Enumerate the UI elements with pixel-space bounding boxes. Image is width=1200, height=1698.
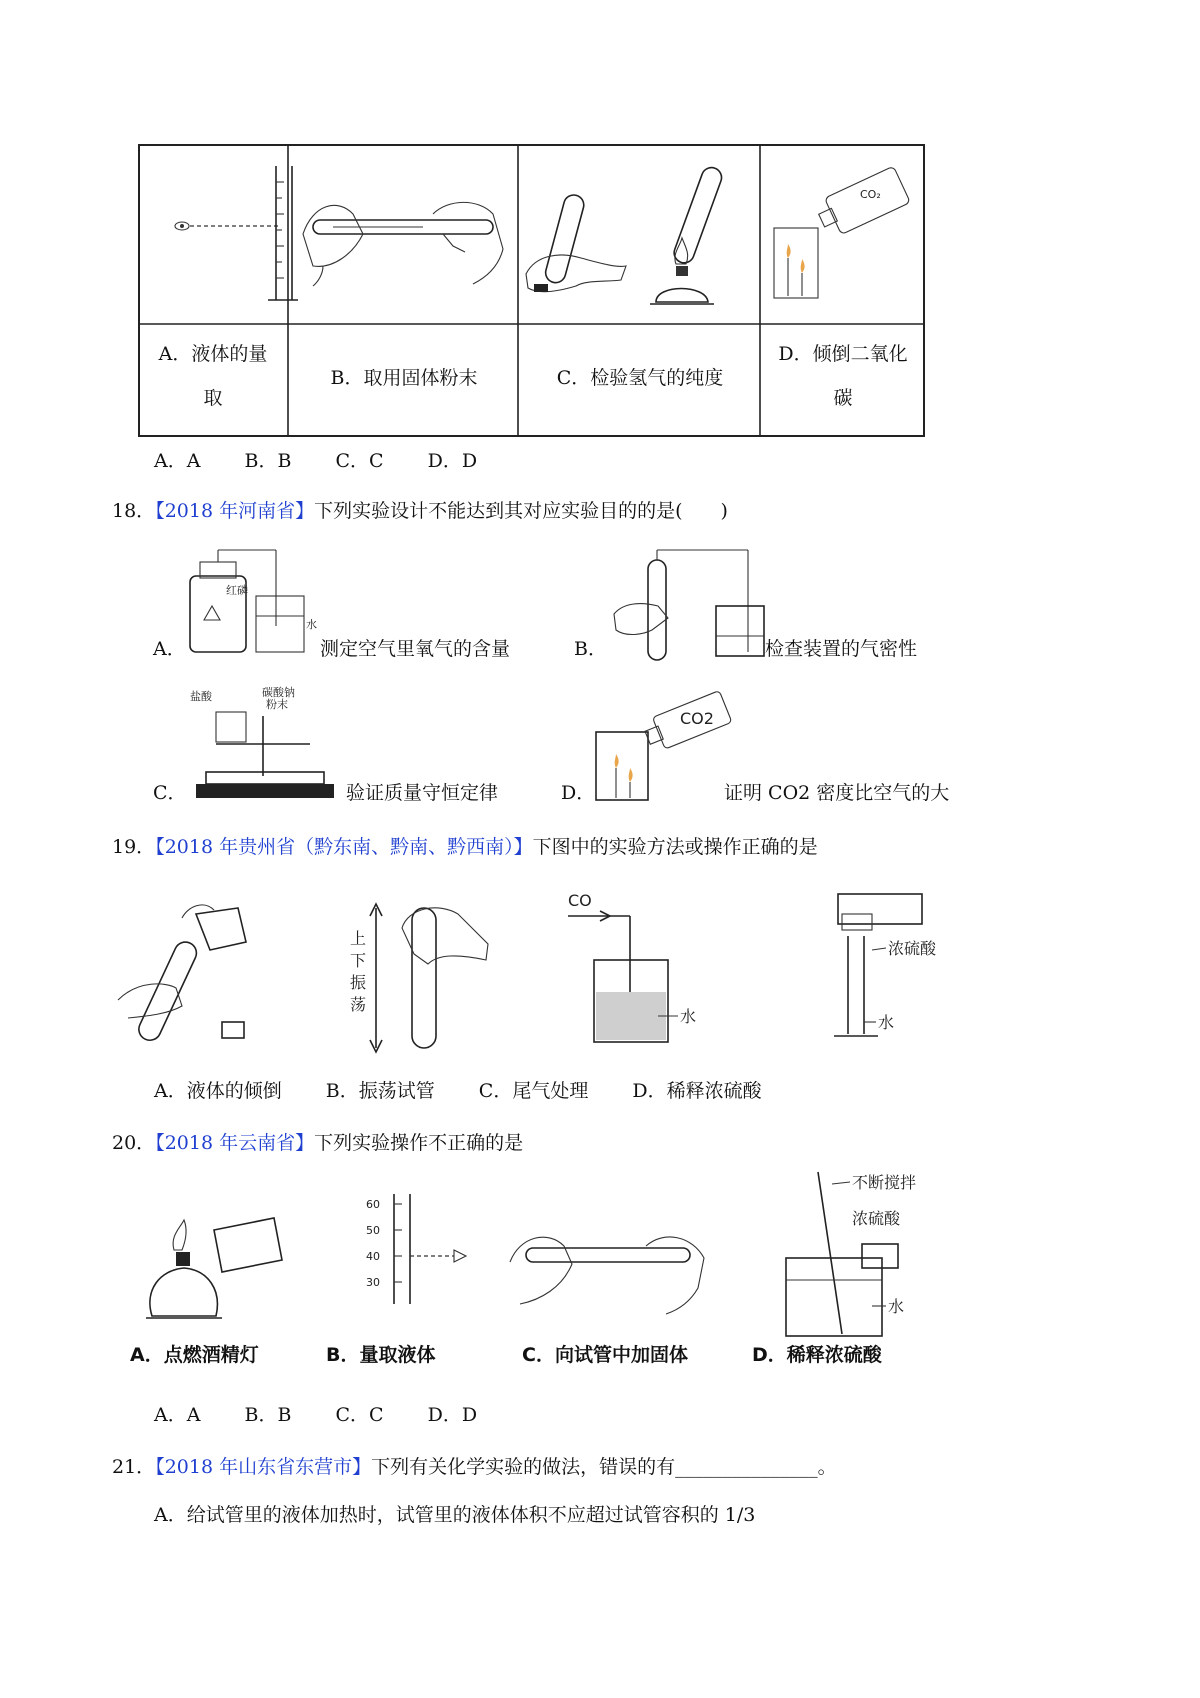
q19-option-c: C．尾气处理 bbox=[478, 1080, 589, 1102]
q20-captions bbox=[130, 1340, 1010, 1370]
q20-stem: 下列实验操作不正确的是 bbox=[314, 1132, 524, 1154]
q20-fig-a-light-lamp bbox=[124, 1180, 294, 1340]
q21-number: 21． bbox=[112, 1456, 156, 1478]
q19-label-acid: 浓硫酸 bbox=[888, 939, 937, 958]
q18-c-letter: C． bbox=[153, 782, 187, 804]
q18-c-label-powder1: 碳酸钠 bbox=[262, 686, 295, 699]
q19-number: 19． bbox=[112, 836, 156, 858]
q19-label-water: 水 bbox=[680, 1007, 697, 1026]
q19-label-co: CO bbox=[568, 891, 592, 910]
q17-option-c: C．C bbox=[335, 450, 384, 472]
q18-c-label-acid: 盐酸 bbox=[190, 690, 212, 703]
q19-stem-line bbox=[112, 834, 818, 860]
q19-shake-4: 荡 bbox=[350, 995, 367, 1014]
q20-fig-c-add-solid bbox=[506, 1218, 710, 1318]
q20-caption-c: C．向试管中加固体 bbox=[522, 1344, 688, 1366]
q19-option-a: A．液体的倾倒 bbox=[154, 1080, 282, 1102]
q17-table bbox=[138, 144, 925, 437]
q21-source: 【2018 年山东省东营市】 bbox=[155, 1456, 372, 1478]
q18-fig-c-balance bbox=[186, 686, 336, 804]
q20-label-stir: 不断搅拌 bbox=[852, 1173, 917, 1192]
q21-end: 。 bbox=[817, 1456, 837, 1478]
q18-d-letter: D． bbox=[561, 782, 596, 804]
q19-source: 【2018 年贵州省（黔东南、黔南、黔西南）】 bbox=[155, 836, 533, 858]
q17-option-b: B．B bbox=[244, 450, 292, 472]
q17-cell-d-line2: 碳 bbox=[833, 387, 853, 409]
q18-c-label-powder2: 粉末 bbox=[266, 698, 288, 711]
q20-options bbox=[154, 1402, 477, 1428]
q20-number: 20． bbox=[112, 1132, 156, 1154]
q20-label-water: 水 bbox=[888, 1297, 905, 1316]
q18-d-text: 证明 CO2 密度比空气的大 bbox=[724, 782, 950, 804]
q20-option-a: A．A bbox=[154, 1404, 201, 1426]
q17-fig-b-solid-powder bbox=[293, 174, 513, 294]
q20-scale-50: 50 bbox=[366, 1224, 380, 1237]
q19-options bbox=[154, 1078, 762, 1104]
q18-a-label-water: 水 bbox=[306, 618, 317, 631]
q18-a-label-phosphorus: 红磷 bbox=[226, 584, 248, 597]
q17-fig-c-hydrogen-purity bbox=[526, 154, 754, 314]
q19-option-d: D．稀释浓硫酸 bbox=[632, 1080, 762, 1102]
q17-option-d: D．D bbox=[427, 450, 478, 472]
q20-fig-b-measure-liquid bbox=[344, 1188, 484, 1308]
q19-fig-a-pour-liquid bbox=[118, 888, 268, 1048]
q20-option-d: D．D bbox=[427, 1404, 478, 1426]
q18-a-text: 测定空气里氧气的含量 bbox=[320, 638, 511, 660]
q21-stem: 下列有关化学实验的做法，错误的有 bbox=[371, 1456, 676, 1478]
q19-stem: 下图中的实验方法或操作正确的是 bbox=[532, 836, 818, 858]
q20-scale-40: 40 bbox=[366, 1250, 380, 1263]
q18-stem-line bbox=[112, 498, 728, 524]
q18-d-label-co2: CO2 bbox=[680, 709, 714, 728]
q18-stem: 下列实验设计不能达到其对应实验目的的是( ) bbox=[314, 500, 728, 522]
q19-fig-c-tail-gas bbox=[566, 888, 716, 1048]
q19-shake-2: 下 bbox=[350, 951, 367, 970]
q18-fig-a-oxygen-content bbox=[186, 546, 317, 658]
q18-source: 【2018 年河南省】 bbox=[155, 500, 315, 522]
q20-label-acid: 浓硫酸 bbox=[852, 1209, 901, 1228]
q17-options bbox=[154, 448, 477, 474]
q18-b-letter: B． bbox=[574, 638, 607, 660]
q18-fig-b-airtightness bbox=[612, 544, 762, 664]
q18-c-text: 验证质量守恒定律 bbox=[346, 782, 499, 804]
q19-shake-3: 振 bbox=[350, 973, 367, 992]
q17-cell-b: B．取用固体粉末 bbox=[330, 367, 478, 389]
q20-source: 【2018 年云南省】 bbox=[155, 1132, 315, 1154]
q19-fig-b-shake-tube bbox=[348, 888, 498, 1058]
q18-a-letter: A． bbox=[153, 638, 186, 660]
q20-fig-d-dilute-acid bbox=[766, 1168, 956, 1340]
q18-b-text: 检查装置的气密性 bbox=[765, 638, 918, 660]
q17-cell-a-line1: A．液体的量 bbox=[158, 343, 268, 365]
q18-fig-d-co2-density bbox=[594, 692, 734, 804]
q19-option-b: B．振荡试管 bbox=[325, 1080, 435, 1102]
q20-scale-30: 30 bbox=[366, 1276, 380, 1289]
q17-fig-d-pour-co2 bbox=[768, 158, 918, 308]
q20-option-c: C．C bbox=[335, 1404, 384, 1426]
q17-fig-a-measure-liquid bbox=[168, 162, 298, 312]
q20-option-b: B．B bbox=[244, 1404, 292, 1426]
q20-caption-b: B．量取液体 bbox=[326, 1344, 436, 1366]
q20-stem-line bbox=[112, 1130, 523, 1156]
q19-fig-d-dilute-acid bbox=[788, 884, 958, 1050]
q18-number: 18． bbox=[112, 500, 156, 522]
q20-caption-a: A．点燃酒精灯 bbox=[130, 1344, 259, 1366]
q21-option-a: A．给试管里的液体加热时，试管里的液体体积不应超过试管容积的 1/3 bbox=[154, 1504, 756, 1526]
q20-caption-d: D．稀释浓硫酸 bbox=[752, 1344, 882, 1366]
q21-answer-blank[interactable]: _______________ bbox=[675, 1456, 818, 1478]
q17-cell-c: C．检验氢气的纯度 bbox=[556, 367, 724, 389]
q17-co2-label: CO₂ bbox=[860, 188, 881, 201]
q19-label-water2: 水 bbox=[878, 1013, 895, 1032]
q20-scale-60: 60 bbox=[366, 1198, 380, 1211]
q17-option-a: A．A bbox=[154, 450, 201, 472]
q17-cell-a-line2: 取 bbox=[203, 387, 223, 409]
q17-cell-d-line1: D．倾倒二氧化 bbox=[778, 343, 908, 365]
q19-shake-1: 上 bbox=[350, 929, 367, 948]
q21-stem-line bbox=[112, 1454, 837, 1480]
